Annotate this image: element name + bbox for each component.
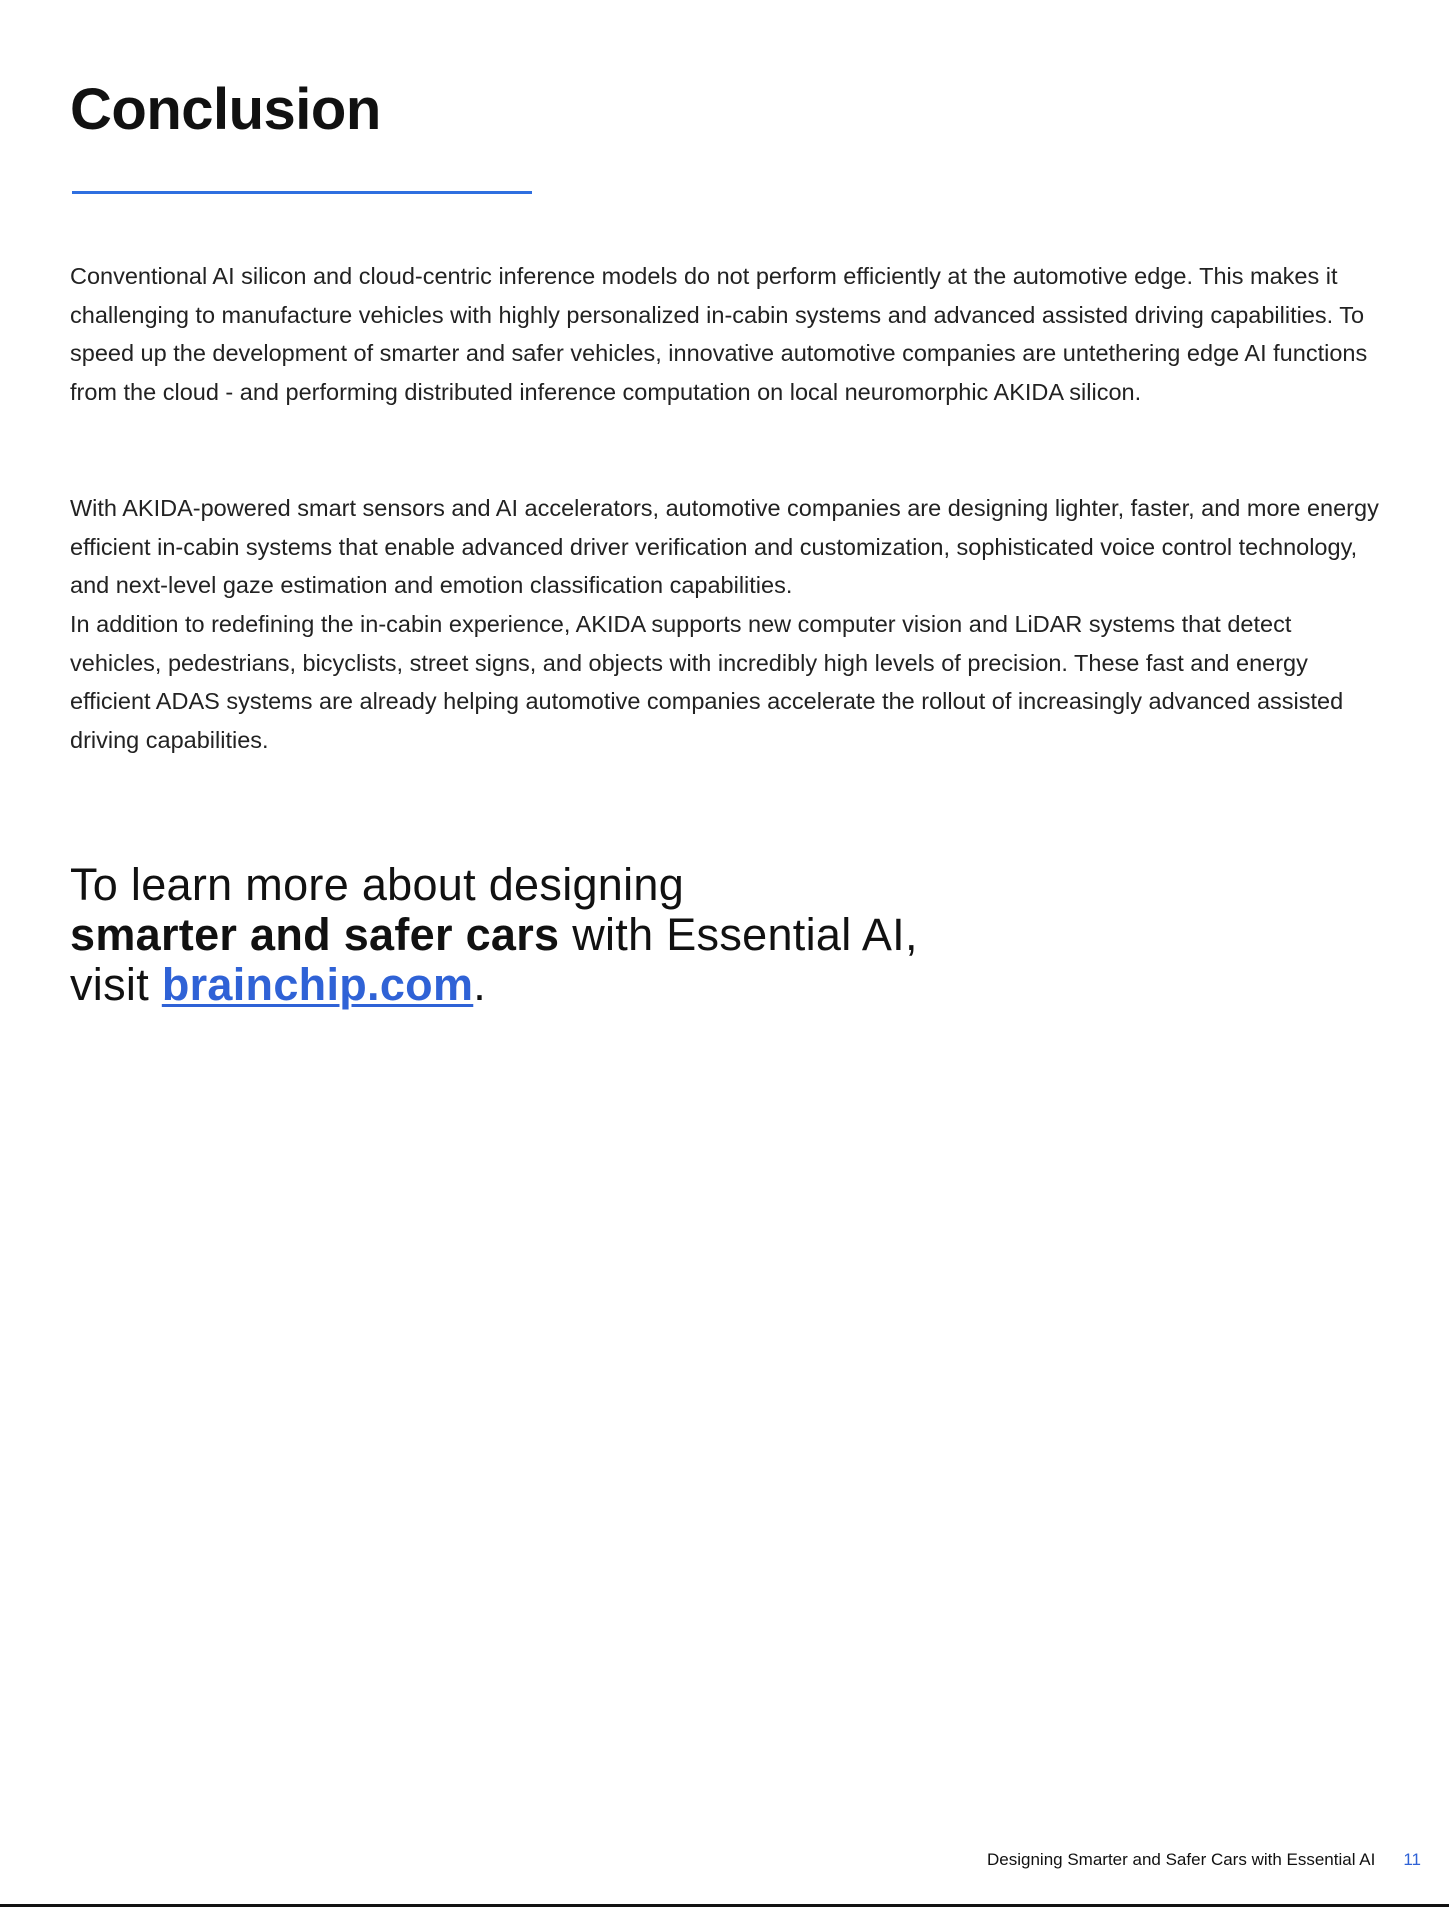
title-underline [72,191,532,194]
cta-emphasis: smarter and safer cars [70,909,560,960]
cta-line-1: To learn more about designing [70,859,685,910]
paragraph-adas: In addition to redefining the in-cabin experience, AKIDA supports new computer vision and LiDAR systems that detect vehicles, pedestrians, bicyclists, street signs, and objects with incredibly high levels of precision. These fast and energy efficient ADAS systems are already helping automotive companies accelerate the rollout of increasingly advanced assisted driving capabilities. [70,611,1344,754]
page-title: Conclusion [70,77,381,142]
footer [987,1850,1421,1870]
cta-period: . [473,959,487,1010]
footer-doc-title: Designing Smarter and Safer Cars with Essential AI [987,1850,1376,1869]
cta-visit: visit [70,959,162,1010]
paragraph-in-cabin: With AKIDA-powered smart sensors and AI accelerators, automotive companies are designing lighter, faster, and more energy efficient in-cabin systems that enable advanced driver verification and customization, sophisticated voice control technology, and next-level gaze estimation and emotion classification capabilities. [70,495,1379,599]
call-to-action [70,860,918,1010]
brainchip-link[interactable]: brainchip.com [161,959,474,1010]
paragraph-intro: Conventional AI silicon and cloud-centric inference models do not perform efficiently at the automotive edge. This makes it challenging to manufacture vehicles with highly personalized in-cabin systems and advanced assisted driving capabilities. To speed up the development of smarter and safer vehicles, innovative automotive companies are untethering edge AI functions from the cloud - and performing distributed inference computation on local neuromorphic AKIDA silicon. [70,263,1368,406]
cta-line-2: with Essential AI, [559,909,918,960]
page-number: 11 [1403,1850,1421,1869]
